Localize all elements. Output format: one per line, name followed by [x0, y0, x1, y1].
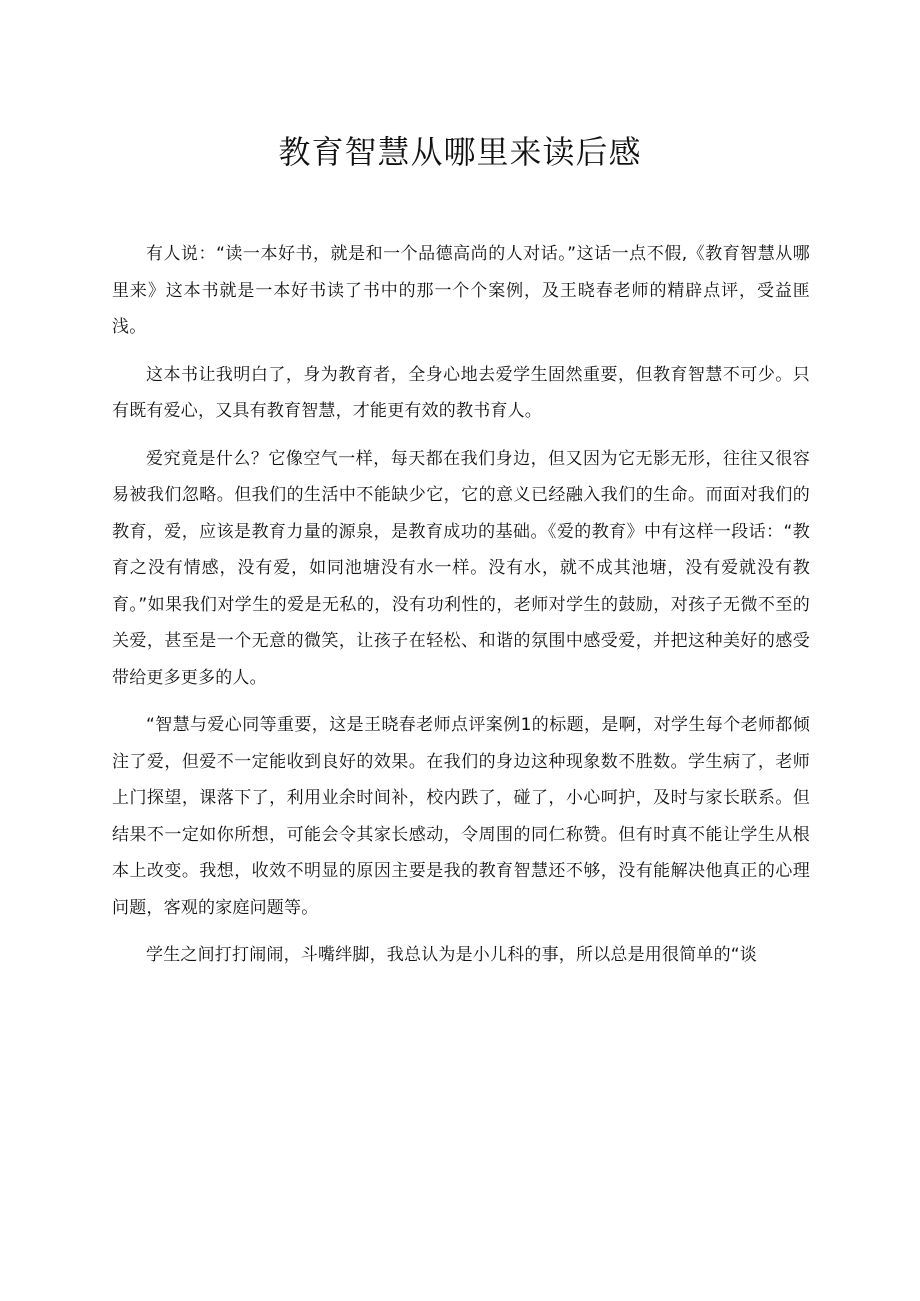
- paragraph-5: 学生之间打打闹闹，斗嘴绊脚，我总认为是小儿科的事，所以总是用很简单的“谈: [146, 945, 758, 965]
- paragraph-3: 爱究竟是什么？它像空气一样，每天都在我们身边，但又因为它无影无形，往往又很容易被我们忽略。但我们的生活中不能缺少它，它的意义已经融入我们的生命。而面对我们的教育，爱，应该是教育力量的源泉，是教育成功的基础。《爱的教育》中有这样一段话：“教育之没有情感，没有爱，如同池塘没有水一样。没有水，就不成其池塘，没有爱就没有教育。”如果我们对学生的爱是无私的，没有功利性的，老师对学生的鼓励，对孩子无微不至的关爱，甚至是一个无意的微笑，让孩子在轻松、和谐的氛围中感受爱，并把这种美好的感受带给更多更多的人。: [112, 448, 810, 688]
- document-title: 教育智慧从哪里来读后感: [278, 133, 642, 171]
- document-body: [112, 236, 810, 974]
- paragraph-4: “智慧与爱心同等重要，这是王晓春老师点评案例1的标题，是啊，对学生每个老师都倾注了爱，但爱不一定能收到良好的效果。在我们的身边这种现象数不胜数。学生病了，老师上门探望，课落下了，利用业余时间补，校内跌了，碰了，小心呵护，及时与家长联系。但结果不一定如你所想，可能会令其家长感动，令周围的同仁称赞。但有时真不能让学生从根本上改变。我想，收效不明显的原因主要是我的教育智慧还不够，没有能解决他真正的心理问题，客观的家庭问题等。: [112, 715, 810, 918]
- paragraph-1: 有人说：“读一本好书，就是和一个品德高尚的人对话。”这话一点不假,《教育智慧从哪里来》这本书就是一本好书读了书中的那一个个案例，及王晓春老师的精辟点评，受益匪浅。: [112, 244, 810, 337]
- paragraph-2: 这本书让我明白了，身为教育者，全身心地去爱学生固然重要，但教育智慧不可少。只有既有爱心，又具有教育智慧，才能更有效的教书育人。: [112, 364, 810, 421]
